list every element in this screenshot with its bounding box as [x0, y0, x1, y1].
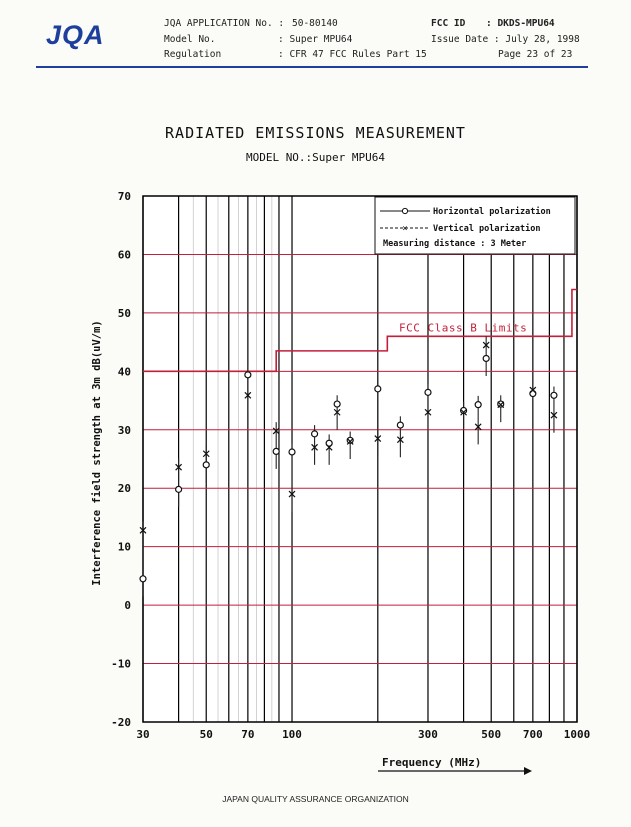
y-tick-label: 30	[117, 423, 131, 437]
x-axis-label: Frequency (MHz)	[382, 756, 482, 769]
horizontal-point	[347, 437, 353, 443]
legend-horizontal-marker	[402, 208, 407, 213]
fcc-id-value: : DKDS-MPU64	[486, 18, 555, 29]
fcc-id-label: FCC ID	[431, 18, 466, 29]
jqa-logo: JQA	[46, 20, 105, 50]
regulation-label: Regulation	[164, 49, 222, 60]
legend-horizontal-label: Horizontal polarization	[433, 207, 551, 217]
issue-date: Issue Date : July 28, 1998	[431, 34, 580, 45]
y-tick-label: 70	[117, 190, 131, 203]
model-value: : Super MPU64	[278, 34, 353, 45]
x-tick-label: 700	[522, 728, 543, 741]
x-tick-label: 50	[199, 728, 213, 741]
horizontal-point	[203, 462, 209, 468]
horizontal-point	[273, 448, 279, 454]
regulation-value: : CFR 47 FCC Rules Part 15	[278, 49, 427, 60]
legend-distance-label: Measuring distance : 3 Meter	[383, 239, 527, 249]
application-label: JQA APPLICATION No. :	[164, 18, 285, 29]
footer-organization: JAPAN QUALITY ASSURANCE ORGANIZATION	[222, 794, 409, 804]
x-tick-label: 500	[481, 728, 502, 741]
horizontal-point	[312, 431, 318, 437]
arrow-right-icon	[524, 767, 532, 775]
y-tick-label: -20	[111, 716, 131, 729]
plot-area	[143, 196, 577, 722]
x-tick-label: 300	[418, 728, 438, 741]
horizontal-point	[289, 449, 295, 455]
y-tick-label: -10	[111, 657, 131, 671]
horizontal-point	[140, 576, 146, 582]
x-tick-label: 30	[136, 728, 150, 741]
horizontal-point	[245, 372, 251, 378]
y-tick-label: 10	[117, 540, 131, 554]
model-label: Model No.	[164, 34, 216, 45]
horizontal-point	[176, 486, 182, 492]
horizontal-point	[475, 402, 481, 408]
horizontal-point	[397, 422, 403, 428]
legend-vertical-label: Vertical polarization	[433, 224, 541, 234]
horizontal-point	[334, 401, 340, 407]
horizontal-point	[425, 389, 431, 395]
horizontal-point	[551, 392, 557, 398]
horizontal-point	[483, 355, 489, 361]
y-tick-label: 60	[117, 248, 131, 262]
legend-vertical-marker: ×	[402, 224, 408, 234]
y-axis-label: Interference field strength at 3m dB(uV/m)	[91, 320, 103, 586]
x-tick-label: 100	[282, 728, 302, 741]
model-subtitle: MODEL NO.:Super MPU64	[245, 151, 386, 164]
y-tick-label: 20	[117, 482, 131, 496]
fcc-limit-label: FCC Class B Limits	[399, 321, 528, 335]
x-tick-label: 70	[241, 728, 255, 741]
page-number: Page 23 of 23	[498, 49, 573, 60]
application-value: 50-80140	[292, 18, 338, 29]
y-tick-label: 40	[117, 365, 131, 379]
x-tick-label: 1000	[563, 728, 591, 741]
y-tick-label: 50	[117, 306, 131, 320]
horizontal-point	[375, 386, 381, 392]
page-title: RADIATED EMISSIONS MEASUREMENT	[165, 124, 466, 142]
y-tick-label: 0	[124, 599, 131, 613]
